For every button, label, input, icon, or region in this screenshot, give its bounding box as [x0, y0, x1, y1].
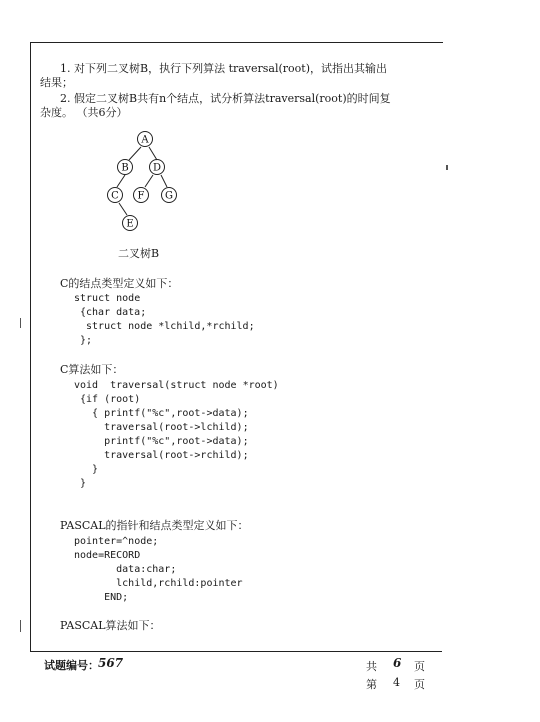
question-line-3: 2. 假定二叉树B共有n个结点，试分析算法traversal(root)的时间复: [60, 92, 391, 105]
pascal-type-heading: PASCAL的指针和结点类型定义如下：: [60, 519, 249, 532]
edge-b-c: [117, 175, 125, 187]
pascal-type-code-3: data:char;: [74, 564, 177, 575]
c-struct-code-2: {char data;: [80, 307, 147, 318]
c-algorithm-code-7: }: [74, 464, 99, 475]
tree-label-d: D: [152, 162, 162, 174]
page-number-label-1: 第: [366, 678, 377, 691]
question-line-1: 1. 对下列二叉树B，执行下列算法 traversal(root)，试指出其输出: [60, 62, 388, 75]
question-line-4: 杂度。 （共6分）: [40, 106, 128, 119]
tree-label-f: F: [137, 190, 145, 202]
c-algorithm-code-6: traversal(root->rchild);: [74, 450, 249, 461]
edge-d-g: [161, 175, 167, 187]
c-algorithm-code-3: { printf("%c",root->data);: [74, 408, 249, 419]
tree-label-g: G: [165, 190, 173, 202]
scan-mark: [20, 318, 21, 328]
edge-c-e: [119, 203, 127, 215]
c-algorithm-code-8: }: [74, 478, 87, 489]
pascal-type-code-4: lchild,rchild:pointer: [74, 578, 243, 589]
pascal-algorithm-heading: PASCAL算法如下：: [60, 619, 161, 632]
question-line-2: 结果；: [40, 76, 73, 89]
c-algorithm-code-5: printf("%c",root->data);: [74, 436, 249, 447]
tree-caption: 二叉树B: [118, 247, 160, 260]
pascal-type-code-5: END;: [74, 592, 129, 603]
c-struct-heading: C的结点类型定义如下：: [60, 277, 179, 290]
c-algorithm-code-1: void traversal(struct node *root): [74, 380, 279, 391]
pascal-type-code-2: node=RECORD: [74, 550, 141, 561]
total-pages-label-2: 页: [414, 660, 425, 673]
page-number-label-2: 页: [414, 678, 425, 691]
footer-rule: [30, 651, 442, 652]
tree-label-a: A: [141, 134, 149, 146]
c-algorithm-code-2: {if (root): [74, 394, 141, 405]
tree-label-c: C: [111, 190, 119, 202]
c-struct-code-4: };: [80, 335, 93, 346]
exam-code-label: 试题编号：: [44, 659, 99, 672]
edge-d-f: [145, 175, 153, 187]
c-algorithm-heading: C算法如下：: [60, 363, 124, 376]
tree-label-e: E: [126, 218, 134, 230]
exam-code-value: 567: [98, 656, 124, 670]
scan-mark: [446, 165, 448, 170]
c-algorithm-code-4: traversal(root->lchild);: [74, 422, 249, 433]
scan-mark: [20, 620, 21, 632]
pascal-type-code-1: pointer=^node;: [74, 536, 159, 547]
edge-a-d: [149, 147, 157, 160]
edge-a-b: [129, 147, 141, 160]
tree-label-b: B: [121, 162, 129, 174]
total-pages-value: 6: [393, 656, 402, 670]
total-pages-label-1: 共: [366, 660, 377, 673]
c-struct-code-1: struct node: [74, 293, 141, 304]
c-struct-code-3: struct node *lchild,*rchild;: [80, 321, 255, 332]
page-number-value: 4: [393, 676, 400, 689]
binary-tree-diagram: [95, 125, 205, 243]
